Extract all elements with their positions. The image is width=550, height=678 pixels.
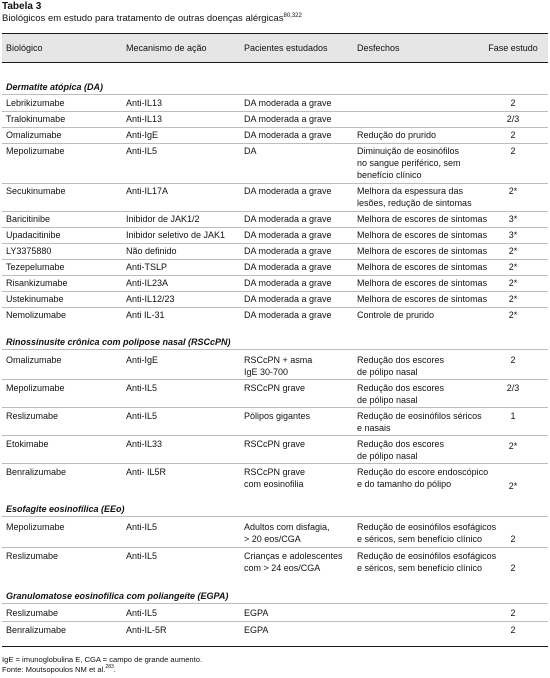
cell-pacientes: RSCcPN grave (244, 467, 306, 477)
cell-fase: 2* (508, 294, 518, 304)
cell-pacientes: EGPA (244, 625, 269, 635)
footnote: IgE = imunoglobulina E, CGA = campo de grande aumento. (2, 655, 203, 664)
cell-pacientes: RSCcPN grave (244, 439, 306, 449)
section-rule (2, 603, 548, 604)
cell-biologico: Lebrikizumabe (6, 98, 65, 108)
cell-biologico: Upadacitinibe (6, 230, 61, 240)
row-rule (2, 435, 548, 436)
cell-desfechos: Melhora de escores de sintomas (357, 214, 488, 224)
row-rule (2, 183, 548, 184)
cell-mecanismo: Anti-IL5 (126, 383, 158, 393)
cell-pacientes: IgE 30-700 (244, 367, 289, 377)
source-note: Fonte: Moutsopoulos NM et al.$^{283}$. (2, 664, 116, 674)
section-title-da: Dermatite atópica (DA) (6, 82, 104, 92)
cell-desfechos: Melhora de escores de sintomas (357, 230, 488, 240)
row-rule (2, 211, 548, 212)
row-rule (2, 307, 548, 308)
cell-biologico: Omalizumabe (6, 130, 62, 140)
source-reference: 283 (105, 664, 114, 670)
cell-mecanismo: Anti-IL13 (126, 98, 163, 108)
cell-fase: 2* (508, 278, 518, 288)
top-rule (2, 33, 548, 34)
cell-desfechos: Redução de eosinófilos séricos (357, 411, 482, 421)
cell-mecanismo: Inibidor seletivo de JAK1 (126, 230, 226, 240)
cell-fase: 2/3 (506, 114, 520, 124)
cell-fase: 2* (508, 481, 518, 491)
cell-mecanismo: Anti-IgE (126, 355, 159, 365)
cell-mecanismo: Anti-IgE (126, 130, 159, 140)
cell-mecanismo: Inibidor de JAK1/2 (126, 214, 200, 224)
cell-desfechos: benefício clínico (357, 170, 422, 180)
row-rule (2, 243, 548, 244)
cell-biologico: Benralizumabe (6, 625, 67, 635)
cell-mecanismo: Anti-IL12/23 (126, 294, 175, 304)
column-header-desfechos: Desfechos (357, 43, 400, 53)
cell-desfechos: lesões, redução de sintomas (357, 198, 472, 208)
cell-desfechos: no sangue periférico, sem (357, 158, 461, 168)
cell-desfechos: Redução do prurido (357, 130, 437, 140)
section-rule (2, 94, 548, 95)
cell-mecanismo: Anti-TSLP (126, 262, 168, 272)
cell-pacientes: DA moderada a grave (244, 186, 332, 196)
cell-biologico: Mepolizumabe (6, 146, 65, 156)
cell-pacientes: com eosinofilia (244, 479, 304, 489)
caption-reference: 80,322 (283, 13, 302, 19)
cell-pacientes: DA moderada a grave (244, 98, 332, 108)
cell-biologico: LY3375880 (6, 246, 52, 256)
cell-pacientes: DA moderada a grave (244, 294, 332, 304)
cell-desfechos: de pólipo nasal (357, 451, 418, 461)
row-rule (2, 291, 548, 292)
cell-biologico: Etokimabe (6, 439, 49, 449)
caption-text: Biológicos em estudo para tratamento de outras doenças alérgicas (2, 13, 284, 24)
cell-mecanismo: Anti-IL17A (126, 186, 169, 196)
cell-fase: 2 (510, 130, 516, 140)
cell-biologico: Reslizumabe (6, 551, 59, 561)
cell-fase: 2* (508, 310, 518, 320)
row-rule (2, 379, 548, 380)
cell-biologico: Reslizumabe (6, 411, 59, 421)
cell-fase: 2 (510, 355, 516, 365)
cell-biologico: Mepolizumabe (6, 383, 65, 393)
cell-pacientes: DA (244, 146, 257, 156)
cell-fase: 2/3 (506, 383, 520, 393)
cell-desfechos: Redução dos escores (357, 355, 445, 365)
section-rule (2, 516, 548, 517)
bottom-rule (2, 646, 548, 647)
cell-pacientes: DA moderada a grave (244, 262, 332, 272)
cell-fase: 2 (510, 563, 516, 573)
row-rule (2, 547, 548, 548)
cell-desfechos: Diminuição de eosinófilos (357, 146, 460, 156)
cell-biologico: Tezepelumabe (6, 262, 65, 272)
cell-biologico: Tralokinumabe (6, 114, 66, 124)
section-rule (2, 349, 548, 350)
cell-mecanismo: Anti-IL13 (126, 114, 163, 124)
cell-pacientes: > 20 eos/CGA (244, 534, 301, 544)
cell-desfechos: Melhora de escores de sintomas (357, 294, 488, 304)
cell-mecanismo: Anti-IL5 (126, 146, 158, 156)
cell-desfechos: Melhora de escores de sintomas (357, 262, 488, 272)
cell-fase: 2 (510, 608, 516, 618)
cell-pacientes: DA moderada a grave (244, 130, 332, 140)
cell-pacientes: com > 24 eos/CGA (244, 563, 321, 573)
cell-mecanismo: Anti-IL-5R (126, 625, 167, 635)
cell-mecanismo: Anti-IL33 (126, 439, 163, 449)
section-title-eeo: Esofagite eosinofílica (EEo) (6, 504, 125, 514)
cell-mecanismo: Anti- IL5R (126, 467, 167, 477)
cell-biologico: Risankizumabe (6, 278, 68, 288)
cell-fase: 1 (510, 411, 516, 421)
table-title: Tabela 3 (2, 1, 42, 12)
table-caption (2, 13, 548, 25)
column-header-mecanismo: Mecanismo de ação (126, 43, 207, 53)
cell-pacientes: RSCcPN + asma (244, 355, 313, 365)
cell-desfechos: Melhora de escores de sintomas (357, 278, 488, 288)
row-rule (2, 227, 548, 228)
column-header-fase: Fase estudo (488, 43, 538, 53)
cell-pacientes: DA moderada a grave (244, 310, 332, 320)
cell-pacientes: DA moderada a grave (244, 246, 332, 256)
row-rule (2, 143, 548, 144)
cell-pacientes: RSCcPN grave (244, 383, 306, 393)
table-header-block (2, 1, 548, 25)
cell-desfechos: Melhora de escores de sintomas (357, 246, 488, 256)
cell-fase: 2 (510, 146, 516, 156)
row-rule (2, 407, 548, 408)
column-header-pacientes: Pacientes estudados (244, 43, 328, 53)
row-rule (2, 621, 548, 622)
cell-fase: 2* (508, 441, 518, 451)
cell-biologico: Reslizumabe (6, 608, 59, 618)
cell-desfechos: Melhora da espessura das (357, 186, 464, 196)
cell-desfechos: e do tamanho do pólipo (357, 479, 452, 489)
section-title-rsccpn: Rinossinusite crônica com polipose nasal (RSCcPN) (6, 337, 231, 347)
column-header-biologico: Biológico (6, 43, 43, 53)
cell-fase: 3* (508, 214, 518, 224)
cell-mecanismo: Anti-IL5 (126, 608, 158, 618)
cell-mecanismo: Anti-IL5 (126, 522, 158, 532)
cell-desfechos: e séricos, sem benefício clínico (357, 563, 483, 573)
row-rule (2, 463, 548, 464)
source-text: Fonte: Moutsopoulos NM et al. (2, 665, 106, 674)
row-rule (2, 275, 548, 276)
cell-pacientes: Pólipos gigantes (244, 411, 311, 421)
cell-desfechos: de pólipo nasal (357, 367, 418, 377)
cell-mecanismo: Anti IL-31 (126, 310, 165, 320)
cell-desfechos: Redução do escore endoscópico (357, 467, 489, 477)
cell-fase: 2 (510, 625, 516, 635)
cell-pacientes: DA moderada a grave (244, 114, 332, 124)
cell-mecanismo: Anti-IL5 (126, 411, 158, 421)
cell-pacientes: EGPA (244, 608, 269, 618)
cell-desfechos: Redução de eosinófilos esofágicos (357, 551, 497, 561)
cell-biologico: Ustekinumabe (6, 294, 64, 304)
cell-desfechos: e nasais (357, 423, 391, 433)
cell-desfechos: e séricos, sem benefício clínico (357, 534, 483, 544)
header-bottom-rule (2, 62, 548, 63)
cell-mecanismo: Anti-IL5 (126, 551, 158, 561)
cell-fase: 2 (510, 98, 516, 108)
cell-biologico: Omalizumabe (6, 355, 62, 365)
row-rule (2, 111, 548, 112)
row-rule (2, 259, 548, 260)
cell-biologico: Secukinumabe (6, 186, 66, 196)
cell-desfechos: Redução dos escores (357, 383, 445, 393)
cell-biologico: Mepolizumabe (6, 522, 65, 532)
cell-pacientes: DA moderada a grave (244, 230, 332, 240)
row-rule (2, 127, 548, 128)
cell-desfechos: Redução dos escores (357, 439, 445, 449)
cell-pacientes: Crianças e adolescentes (244, 551, 343, 561)
cell-fase: 3* (508, 230, 518, 240)
cell-desfechos: Controle de prurido (357, 310, 435, 320)
cell-pacientes: DA moderada a grave (244, 278, 332, 288)
cell-biologico: Benralizumabe (6, 467, 67, 477)
cell-pacientes: Adultos com disfagia, (244, 522, 330, 532)
cell-fase: 2* (508, 246, 518, 256)
cell-biologico: Baricitinibe (6, 214, 51, 224)
cell-biologico: Nemolizumabe (6, 310, 67, 320)
cell-mecanismo: Não definido (126, 246, 177, 256)
cell-fase: 2* (508, 186, 518, 196)
cell-fase: 2* (508, 262, 518, 272)
section-title-egpa: Granulomatose eosinofílica com poliangeíte (EGPA) (6, 591, 229, 601)
cell-desfechos: de pólipo nasal (357, 395, 418, 405)
cell-mecanismo: Anti-IL23A (126, 278, 169, 288)
cell-pacientes: DA moderada a grave (244, 214, 332, 224)
cell-fase: 2 (510, 534, 516, 544)
cell-desfechos: Redução de eosinófilos esofágicos (357, 522, 497, 532)
